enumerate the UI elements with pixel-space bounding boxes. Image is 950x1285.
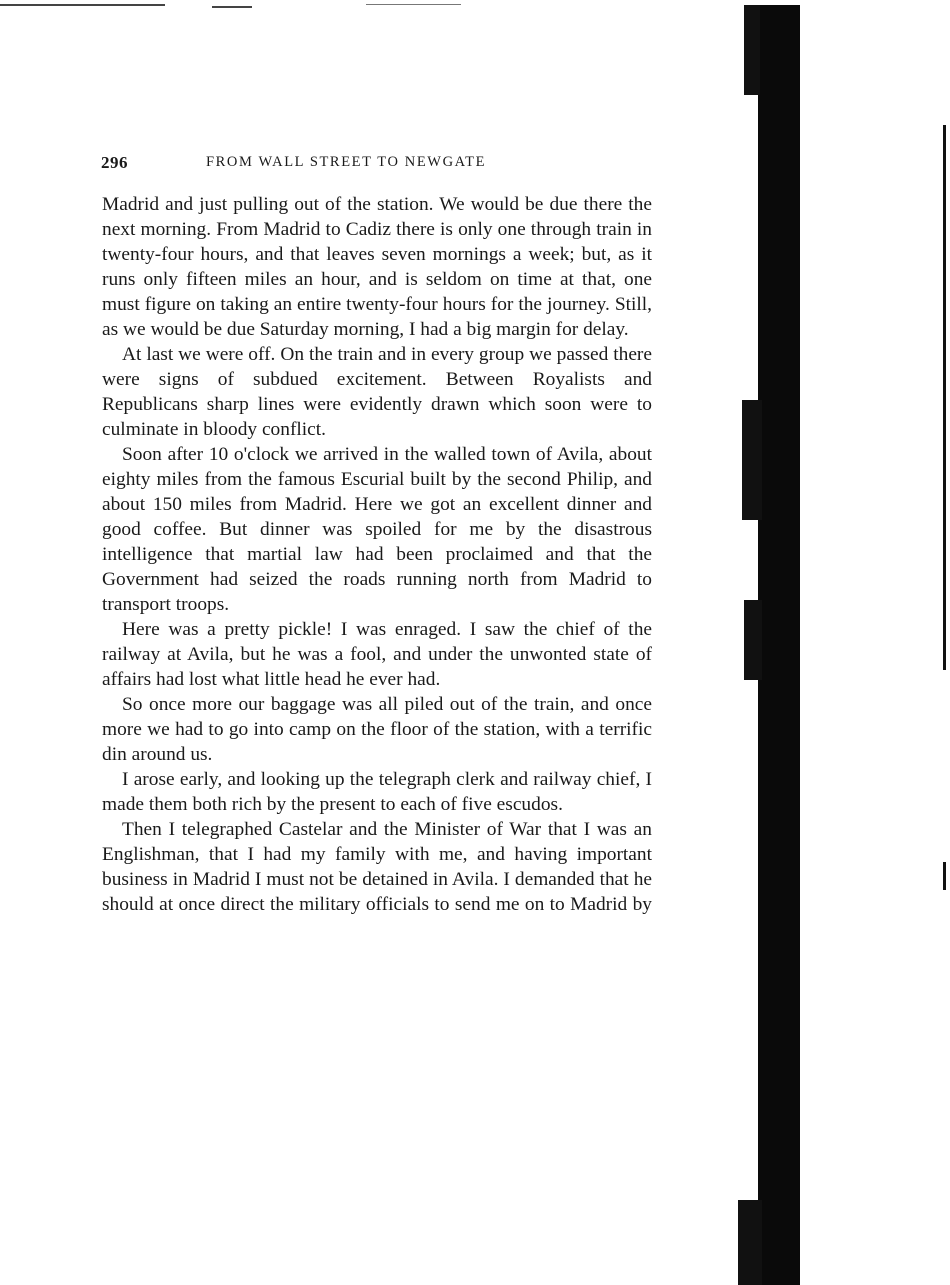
binding-gutter-edge bbox=[742, 400, 762, 520]
scan-edge-rule bbox=[366, 4, 461, 5]
facing-page-edge bbox=[943, 862, 946, 890]
page-number: 296 bbox=[101, 153, 128, 172]
body-text bbox=[102, 192, 652, 942]
binding-gutter-edge bbox=[738, 1200, 762, 1285]
facing-page-edge bbox=[943, 125, 946, 670]
scan-edge-rule bbox=[0, 4, 165, 6]
paragraph: Soon after 10 o'clock we arrived in the walled town of Avila, about eighty miles from the famous Escurial built by the second Philip, and about 150 miles from Madrid. Here we got an excellent dinner and good coffee. But dinner was spoiled for me by the disastrous intelligence that martial law had been proclaimed and that the Government had seized the roads running north from Madrid to transport troops. bbox=[102, 444, 652, 615]
binding-gutter-edge bbox=[744, 600, 762, 680]
paragraph: I arose early, and looking up the telegraph clerk and railway chief, I made them both rich by the present to each of five escudos. bbox=[102, 769, 652, 815]
paragraph: Madrid and just pulling out of the station. We would be due there the next morning. From Madrid to Cadiz there is only one through train in twenty-four hours, and that leaves seven mornings a week; but, as it runs only fifteen miles an hour, and is seldom on time at that, one must figure on taking an entire twenty-four hours for the journey. Still, as we would be due Saturday morning, I had a big margin for delay. bbox=[102, 194, 652, 340]
paragraph: Then I telegraphed Castelar and the Minister of War that I was an Englishman, that I had my family with me, and having important business in Madrid I must not be detained in Avila. I demanded that he should at once direct the military officials to send me on to Madrid by bbox=[102, 819, 652, 915]
binding-gutter-shadow bbox=[758, 5, 800, 1285]
page-header bbox=[101, 153, 653, 175]
paragraph: So once more our baggage was all piled out of the train, and once more we had to go into camp on the floor of the station, with a terrific din around us. bbox=[102, 694, 652, 765]
paragraph: Here was a pretty pickle! I was enraged. I saw the chief of the railway at Avila, but he was a fool, and under the unwonted state of affairs had lost what little head he ever had. bbox=[102, 619, 652, 690]
scan-edge-rule bbox=[212, 6, 252, 8]
binding-gutter-edge bbox=[744, 5, 760, 95]
running-title: FROM WALL STREET TO NEWGATE bbox=[206, 154, 487, 170]
paragraph: At last we were off. On the train and in every group we passed there were signs of subdued excitement. Between Royalists and Republicans sharp lines were evidently drawn which soon were to culminate in bloody conflict. bbox=[102, 344, 652, 440]
